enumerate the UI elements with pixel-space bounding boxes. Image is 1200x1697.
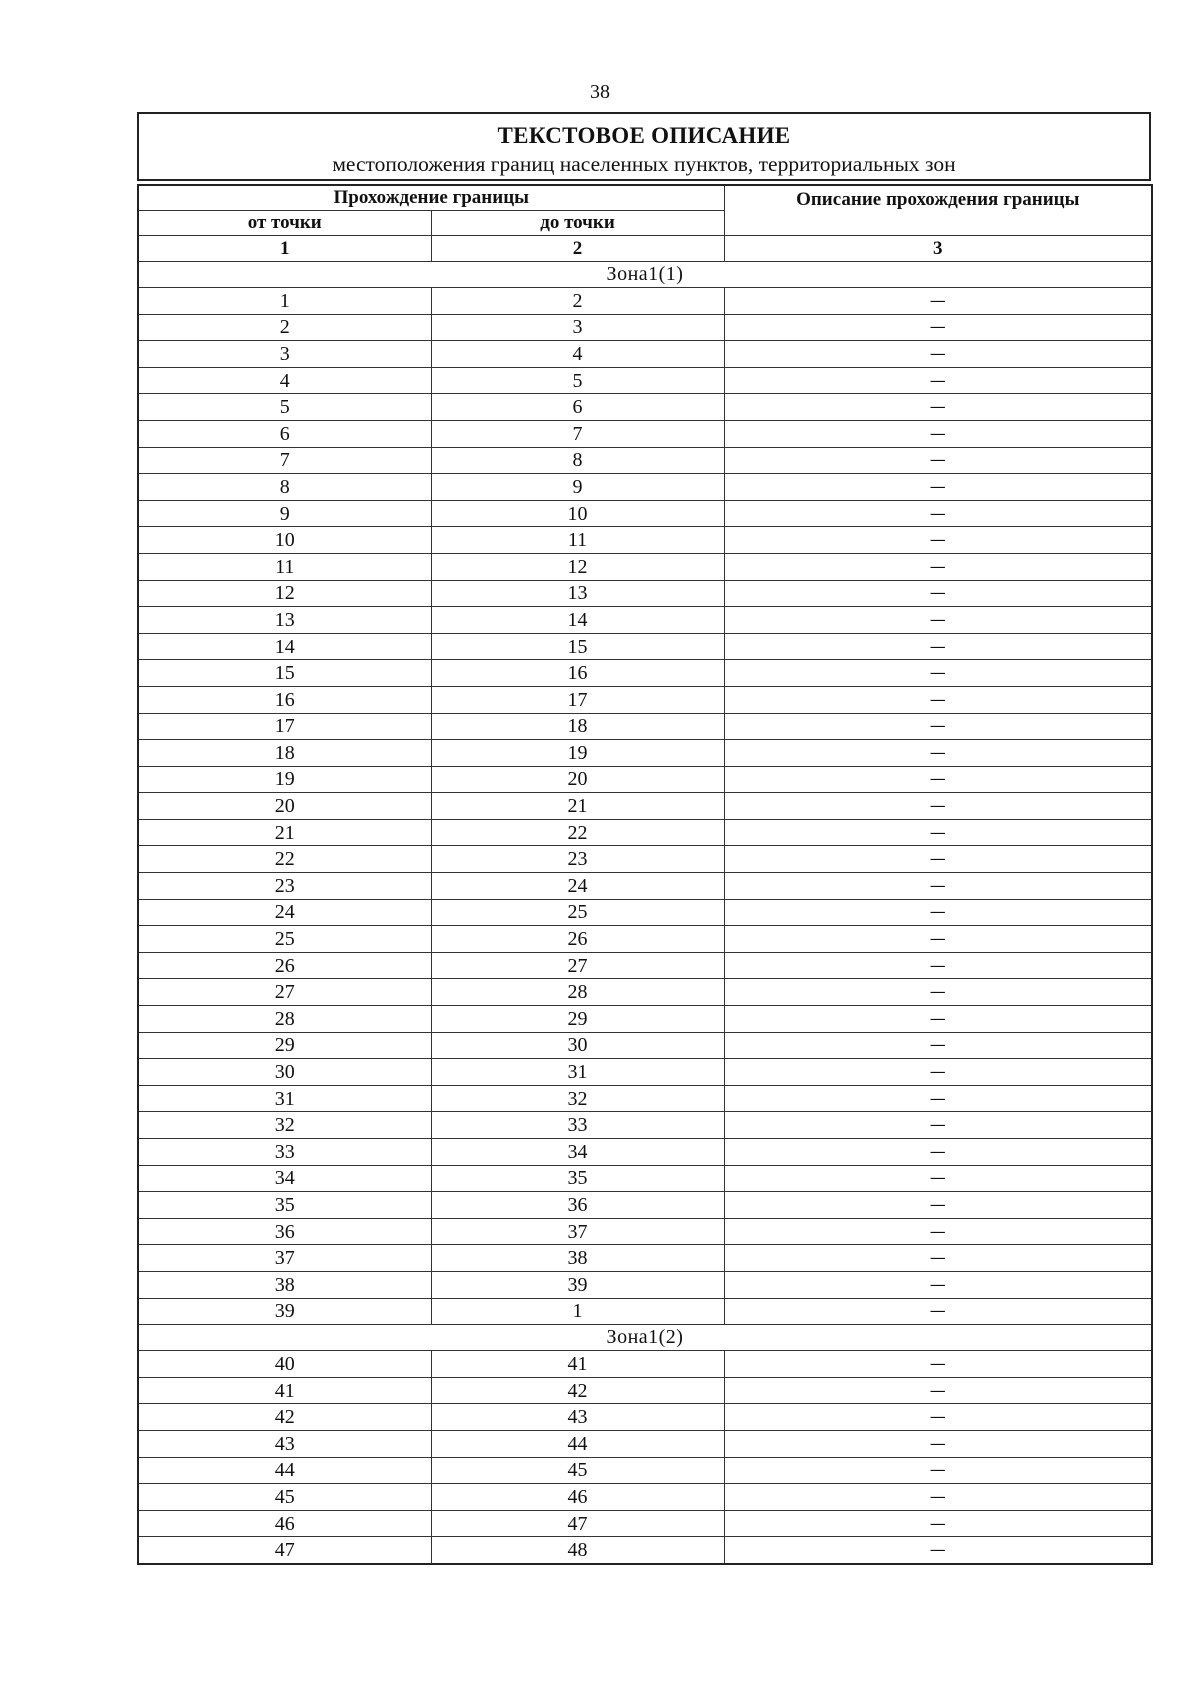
description-cell: — (724, 1032, 1152, 1059)
table-row (138, 500, 1152, 527)
table-row (138, 1404, 1152, 1431)
from-point-cell: 35 (138, 1192, 431, 1219)
to-point-cell: 27 (431, 952, 724, 979)
from-point-cell: 24 (138, 899, 431, 926)
description-cell: — (724, 1377, 1152, 1404)
description-cell: — (724, 394, 1152, 421)
to-point-cell: 26 (431, 926, 724, 953)
zone-label: Зона1(2) (138, 1325, 1152, 1351)
table-row (138, 1165, 1152, 1192)
from-point-header: от точки (138, 211, 431, 236)
table-row (138, 740, 1152, 767)
from-point-cell: 43 (138, 1430, 431, 1457)
table-row (138, 607, 1152, 634)
description-cell: — (724, 766, 1152, 793)
from-point-cell: 3 (138, 341, 431, 368)
to-point-cell: 31 (431, 1059, 724, 1086)
table-row (138, 527, 1152, 554)
from-point-cell: 25 (138, 926, 431, 953)
to-point-cell: 18 (431, 713, 724, 740)
to-point-cell: 44 (431, 1430, 724, 1457)
description-cell: — (724, 1430, 1152, 1457)
description-cell: — (724, 527, 1152, 554)
to-point-cell: 33 (431, 1112, 724, 1139)
to-point-cell: 46 (431, 1484, 724, 1511)
table-row (138, 1059, 1152, 1086)
boundary-table (137, 184, 1153, 1565)
description-cell: — (724, 1245, 1152, 1272)
description-cell: — (724, 926, 1152, 953)
to-point-cell: 14 (431, 607, 724, 634)
to-point-cell: 9 (431, 474, 724, 501)
table-row (138, 660, 1152, 687)
to-point-cell: 28 (431, 979, 724, 1006)
to-point-cell: 11 (431, 527, 724, 554)
to-point-cell: 2 (431, 288, 724, 315)
table-row (138, 1377, 1152, 1404)
description-cell: — (724, 1404, 1152, 1431)
description-cell: — (724, 1085, 1152, 1112)
table-row (138, 1192, 1152, 1219)
from-point-cell: 5 (138, 394, 431, 421)
column-number: 1 (138, 236, 431, 262)
description-header: Описание прохождения границы (724, 185, 1152, 236)
description-cell: — (724, 846, 1152, 873)
column-number: 3 (724, 236, 1152, 262)
document-title: ТЕКСТОВОЕ ОПИСАНИЕ (497, 123, 791, 148)
from-point-cell: 2 (138, 314, 431, 341)
description-cell: — (724, 1271, 1152, 1298)
zone-row (138, 1325, 1152, 1351)
to-point-cell: 41 (431, 1351, 724, 1378)
to-point-header: до точки (431, 211, 724, 236)
table-row (138, 766, 1152, 793)
to-point-cell: 20 (431, 766, 724, 793)
to-point-cell: 48 (431, 1537, 724, 1564)
table-row (138, 1351, 1152, 1378)
table-row (138, 846, 1152, 873)
from-point-cell: 21 (138, 819, 431, 846)
column-number: 2 (431, 236, 724, 262)
table-row (138, 873, 1152, 900)
to-point-cell: 21 (431, 793, 724, 820)
table-row (138, 793, 1152, 820)
page-number: 38 (590, 81, 610, 103)
from-point-cell: 22 (138, 846, 431, 873)
from-point-cell: 47 (138, 1537, 431, 1564)
zone-label: Зона1(1) (138, 262, 1152, 288)
to-point-cell: 1 (431, 1298, 724, 1325)
table-row (138, 1085, 1152, 1112)
description-cell: — (724, 1510, 1152, 1537)
to-point-cell: 8 (431, 447, 724, 474)
to-point-cell: 43 (431, 1404, 724, 1431)
zone-row (138, 262, 1152, 288)
from-point-cell: 41 (138, 1377, 431, 1404)
table-row (138, 1430, 1152, 1457)
table-row (138, 1032, 1152, 1059)
description-cell: — (724, 1218, 1152, 1245)
from-point-cell: 18 (138, 740, 431, 767)
from-point-cell: 20 (138, 793, 431, 820)
to-point-cell: 42 (431, 1377, 724, 1404)
description-cell: — (724, 660, 1152, 687)
table-row (138, 952, 1152, 979)
description-cell: — (724, 873, 1152, 900)
from-point-cell: 12 (138, 580, 431, 607)
from-point-cell: 7 (138, 447, 431, 474)
table-row (138, 1484, 1152, 1511)
from-point-cell: 42 (138, 1404, 431, 1431)
table-row (138, 341, 1152, 368)
description-cell: — (724, 1059, 1152, 1086)
table-row (138, 819, 1152, 846)
to-point-cell: 22 (431, 819, 724, 846)
to-point-cell: 10 (431, 500, 724, 527)
table-row (138, 979, 1152, 1006)
from-point-cell: 11 (138, 553, 431, 580)
to-point-cell: 16 (431, 660, 724, 687)
to-point-cell: 3 (431, 314, 724, 341)
description-cell: — (724, 633, 1152, 660)
description-cell: — (724, 420, 1152, 447)
from-point-cell: 16 (138, 686, 431, 713)
description-cell: — (724, 580, 1152, 607)
table-row (138, 288, 1152, 315)
to-point-cell: 45 (431, 1457, 724, 1484)
from-point-cell: 23 (138, 873, 431, 900)
from-point-cell: 44 (138, 1457, 431, 1484)
from-point-cell: 10 (138, 527, 431, 554)
table-row (138, 447, 1152, 474)
to-point-cell: 36 (431, 1192, 724, 1219)
table-row (138, 1457, 1152, 1484)
description-cell: — (724, 474, 1152, 501)
description-cell: — (724, 314, 1152, 341)
to-point-cell: 32 (431, 1085, 724, 1112)
to-point-cell: 29 (431, 1006, 724, 1033)
description-cell: — (724, 793, 1152, 820)
to-point-cell: 23 (431, 846, 724, 873)
description-cell: — (724, 607, 1152, 634)
table-row (138, 1112, 1152, 1139)
description-cell: — (724, 1298, 1152, 1325)
to-point-cell: 35 (431, 1165, 724, 1192)
from-point-cell: 26 (138, 952, 431, 979)
from-point-cell: 37 (138, 1245, 431, 1272)
table-row (138, 1218, 1152, 1245)
table-row (138, 1006, 1152, 1033)
description-cell: — (724, 1351, 1152, 1378)
description-cell: — (724, 1112, 1152, 1139)
description-cell: — (724, 447, 1152, 474)
to-point-cell: 30 (431, 1032, 724, 1059)
description-cell: — (724, 1484, 1152, 1511)
table-row (138, 1537, 1152, 1564)
to-point-cell: 39 (431, 1271, 724, 1298)
from-point-cell: 45 (138, 1484, 431, 1511)
description-cell: — (724, 1192, 1152, 1219)
to-point-cell: 19 (431, 740, 724, 767)
description-cell: — (724, 1165, 1152, 1192)
description-cell: — (724, 899, 1152, 926)
from-point-cell: 17 (138, 713, 431, 740)
from-point-cell: 40 (138, 1351, 431, 1378)
from-point-cell: 6 (138, 420, 431, 447)
to-point-cell: 5 (431, 367, 724, 394)
from-point-cell: 34 (138, 1165, 431, 1192)
from-point-cell: 32 (138, 1112, 431, 1139)
to-point-cell: 13 (431, 580, 724, 607)
from-point-cell: 31 (138, 1085, 431, 1112)
from-point-cell: 1 (138, 288, 431, 315)
description-cell: — (724, 500, 1152, 527)
table-row (138, 926, 1152, 953)
description-cell: — (724, 979, 1152, 1006)
to-point-cell: 7 (431, 420, 724, 447)
from-point-cell: 38 (138, 1271, 431, 1298)
table-row (138, 1271, 1152, 1298)
description-cell: — (724, 1139, 1152, 1166)
description-cell: — (724, 1537, 1152, 1564)
from-point-cell: 46 (138, 1510, 431, 1537)
table-row (138, 1298, 1152, 1325)
from-point-cell: 27 (138, 979, 431, 1006)
table-row (138, 686, 1152, 713)
to-point-cell: 38 (431, 1245, 724, 1272)
to-point-cell: 34 (431, 1139, 724, 1166)
to-point-cell: 17 (431, 686, 724, 713)
table-row (138, 420, 1152, 447)
passage-header: Прохождение границы (138, 185, 724, 211)
table-row (138, 633, 1152, 660)
description-cell: — (724, 686, 1152, 713)
table-row (138, 474, 1152, 501)
table-row (138, 580, 1152, 607)
from-point-cell: 33 (138, 1139, 431, 1166)
description-cell: — (724, 1457, 1152, 1484)
description-cell: — (724, 740, 1152, 767)
from-point-cell: 4 (138, 367, 431, 394)
table-row (138, 1139, 1152, 1166)
table-row (138, 1510, 1152, 1537)
to-point-cell: 37 (431, 1218, 724, 1245)
description-cell: — (724, 553, 1152, 580)
title-box (137, 112, 1151, 181)
document-subtitle: местоположения границ населенных пунктов, территориальных зон (332, 152, 956, 176)
description-cell: — (724, 341, 1152, 368)
from-point-cell: 19 (138, 766, 431, 793)
from-point-cell: 39 (138, 1298, 431, 1325)
from-point-cell: 13 (138, 607, 431, 634)
description-cell: — (724, 952, 1152, 979)
to-point-cell: 25 (431, 899, 724, 926)
to-point-cell: 4 (431, 341, 724, 368)
table-row (138, 367, 1152, 394)
table-row (138, 713, 1152, 740)
description-cell: — (724, 367, 1152, 394)
from-point-cell: 30 (138, 1059, 431, 1086)
from-point-cell: 8 (138, 474, 431, 501)
to-point-cell: 12 (431, 553, 724, 580)
table-row (138, 553, 1152, 580)
from-point-cell: 15 (138, 660, 431, 687)
description-cell: — (724, 713, 1152, 740)
table-row (138, 394, 1152, 421)
from-point-cell: 29 (138, 1032, 431, 1059)
from-point-cell: 28 (138, 1006, 431, 1033)
table-row (138, 1245, 1152, 1272)
to-point-cell: 47 (431, 1510, 724, 1537)
table-row (138, 899, 1152, 926)
from-point-cell: 36 (138, 1218, 431, 1245)
from-point-cell: 9 (138, 500, 431, 527)
from-point-cell: 14 (138, 633, 431, 660)
description-cell: — (724, 1006, 1152, 1033)
table-row (138, 314, 1152, 341)
to-point-cell: 6 (431, 394, 724, 421)
to-point-cell: 15 (431, 633, 724, 660)
description-cell: — (724, 288, 1152, 315)
description-cell: — (724, 819, 1152, 846)
table-body (138, 262, 1152, 1564)
to-point-cell: 24 (431, 873, 724, 900)
